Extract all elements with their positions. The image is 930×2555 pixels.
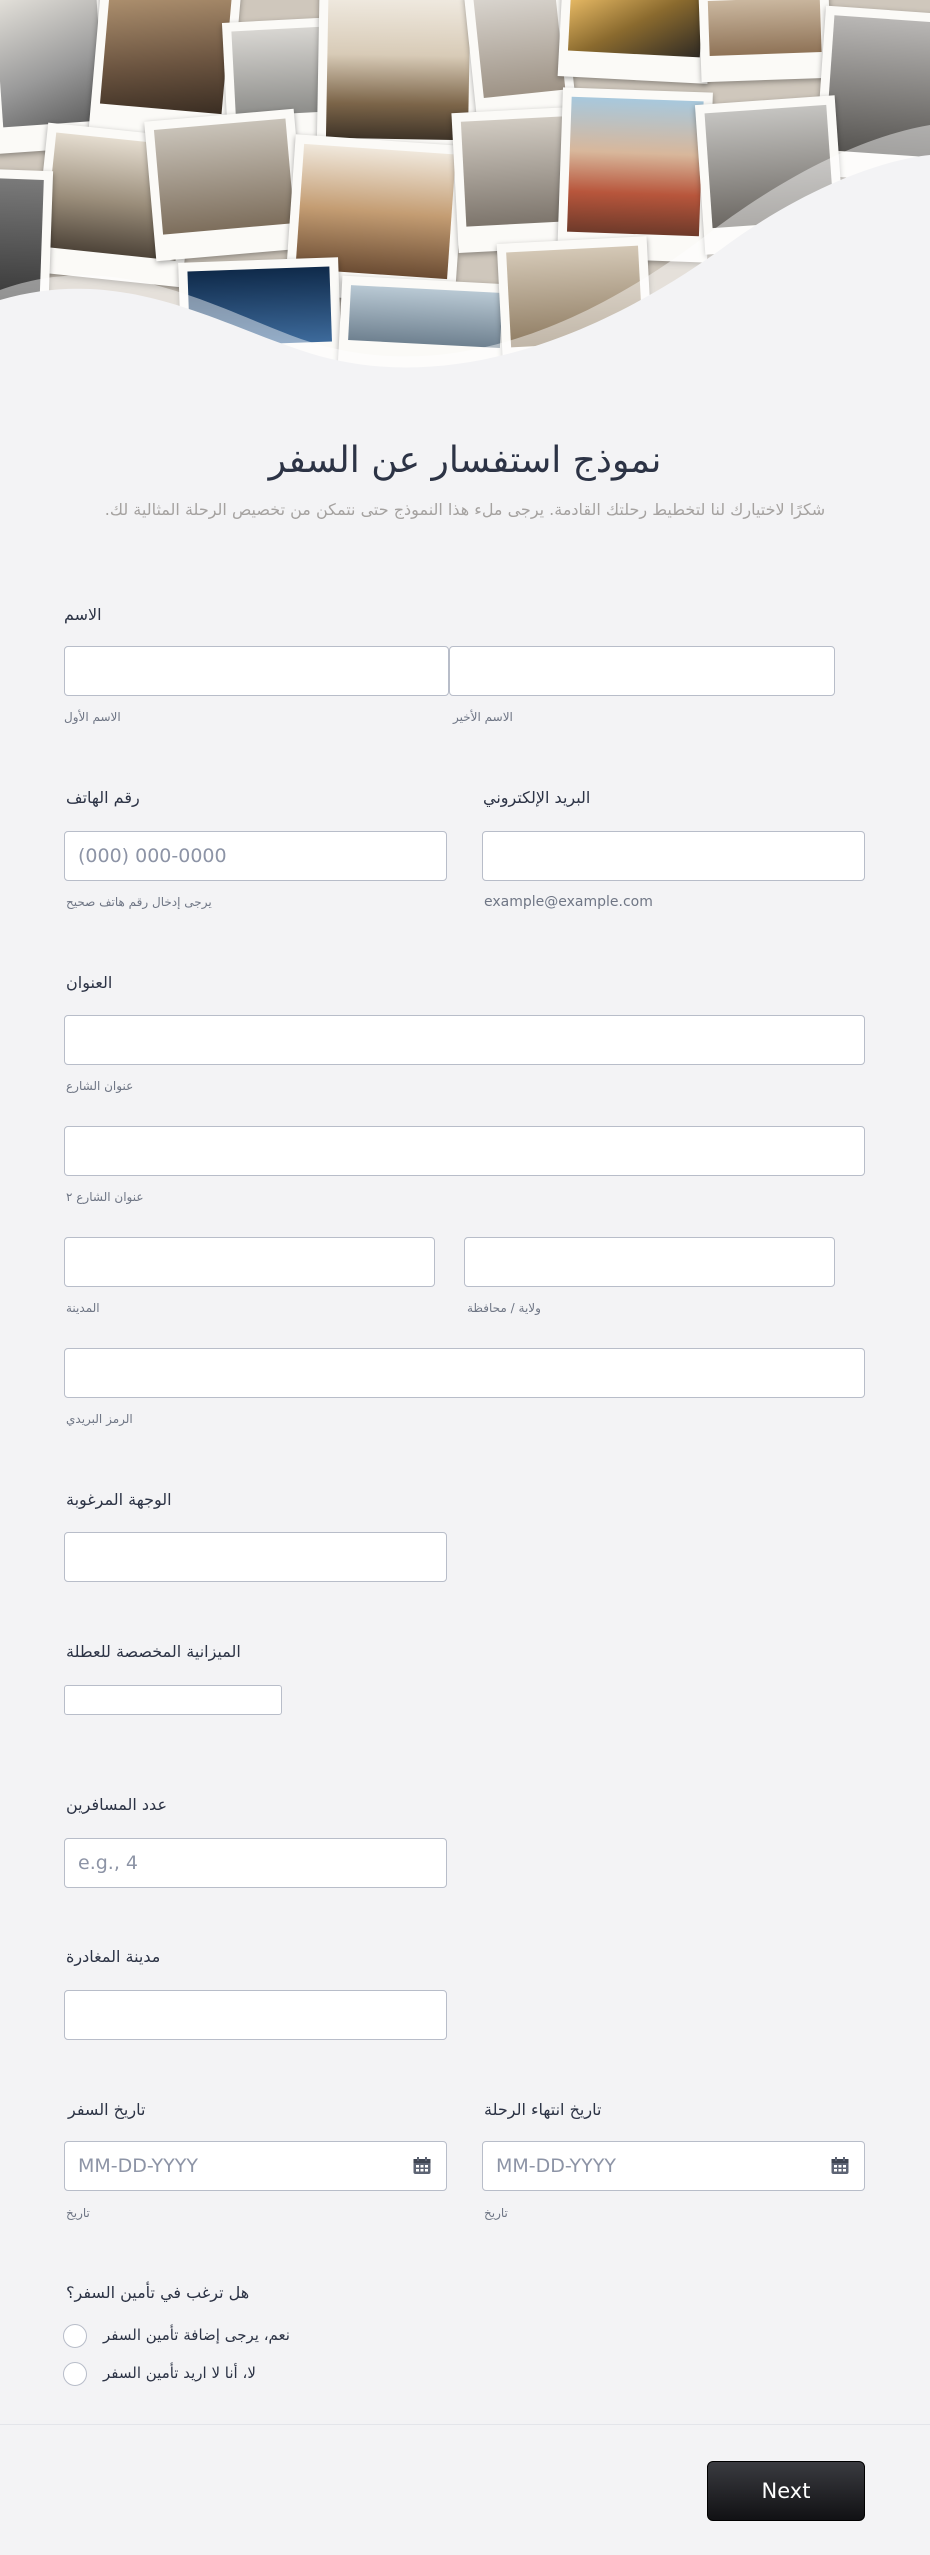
budget-label: الميزانية المخصصة للعطلة xyxy=(66,1642,241,1661)
state-sublabel: ولاية / محافظة xyxy=(467,1301,541,1315)
phone-label: رقم الهاتف xyxy=(66,788,140,807)
departure-city-input[interactable] xyxy=(64,1990,447,2040)
city-sublabel: المدينة xyxy=(66,1301,100,1315)
first-name-input[interactable] xyxy=(64,646,449,696)
header-wave-shape xyxy=(0,0,930,380)
destination-label: الوجهة المرغوبة xyxy=(66,1490,172,1509)
budget-input[interactable] xyxy=(64,1685,282,1715)
return-date-placeholder: MM-DD-YYYY xyxy=(496,2155,616,2177)
travelers-placeholder: e.g., 4 xyxy=(78,1852,138,1874)
zip-input[interactable] xyxy=(64,1348,865,1398)
travel-date-sublabel: تاريخ xyxy=(66,2206,90,2220)
phone-placeholder: (000) 000-0000 xyxy=(78,845,227,867)
travelers-input[interactable] xyxy=(64,1838,447,1888)
travel-date-placeholder: MM-DD-YYYY xyxy=(78,2155,198,2177)
street-address-2-input[interactable] xyxy=(64,1126,865,1176)
state-input[interactable] xyxy=(464,1237,835,1287)
departure-city-label: مدينة المغادرة xyxy=(66,1947,161,1966)
email-sublabel: example@example.com xyxy=(484,894,653,910)
travel-date-label: تاريخ السفر xyxy=(68,2100,146,2119)
form-subtitle: شكرًا لاختيارك لنا لتخطيط رحلتك القادمة. يرجى ملء هذا النموذج حتى نتمكن من تخصيص الرحلة المثالية لك. xyxy=(104,500,826,519)
last-name-sublabel: الاسم الأخير xyxy=(453,710,513,724)
street-address-sublabel: عنوان الشارع xyxy=(66,1079,134,1093)
insurance-yes-label[interactable]: نعم، يرجى إضافة تأمين السفر xyxy=(103,2326,290,2344)
email-label: البريد الإلكتروني xyxy=(483,788,591,807)
insurance-yes-radio[interactable] xyxy=(63,2324,87,2348)
calendar-icon[interactable] xyxy=(412,2156,432,2176)
return-date-input[interactable] xyxy=(482,2141,865,2191)
street-address-2-sublabel: عنوان الشارع ٢ xyxy=(66,1190,144,1204)
phone-sublabel: يرجى إدخال رقم هاتف صحيح xyxy=(66,895,212,909)
zip-sublabel: الرمز البريدي xyxy=(66,1412,133,1426)
calendar-icon[interactable] xyxy=(830,2156,850,2176)
return-date-sublabel: تاريخ xyxy=(484,2206,508,2220)
form-card xyxy=(0,330,930,2555)
last-name-input[interactable] xyxy=(449,646,835,696)
insurance-no-radio[interactable] xyxy=(63,2362,87,2386)
street-address-input[interactable] xyxy=(64,1015,865,1065)
insurance-question: هل ترغب في تأمين السفر؟ xyxy=(66,2283,250,2302)
destination-input[interactable] xyxy=(64,1532,447,1582)
next-button[interactable]: Next xyxy=(707,2461,865,2521)
insurance-no-label[interactable]: لا، أنا لا اريد تأمين السفر xyxy=(103,2364,256,2382)
phone-input[interactable] xyxy=(64,831,447,881)
travel-date-input[interactable] xyxy=(64,2141,447,2191)
first-name-sublabel: الاسم الأول xyxy=(64,710,121,724)
return-date-label: تاريخ انتهاء الرحلة xyxy=(484,2100,602,2119)
email-input[interactable] xyxy=(482,831,865,881)
form-title: نموذج استفسار عن السفر xyxy=(268,440,662,481)
address-label: العنوان xyxy=(66,973,113,992)
travelers-label: عدد المسافرين xyxy=(66,1795,167,1814)
header-photo-collage xyxy=(0,0,930,380)
city-input[interactable] xyxy=(64,1237,435,1287)
footer-divider xyxy=(0,2424,930,2425)
name-label: الاسم xyxy=(64,605,102,624)
